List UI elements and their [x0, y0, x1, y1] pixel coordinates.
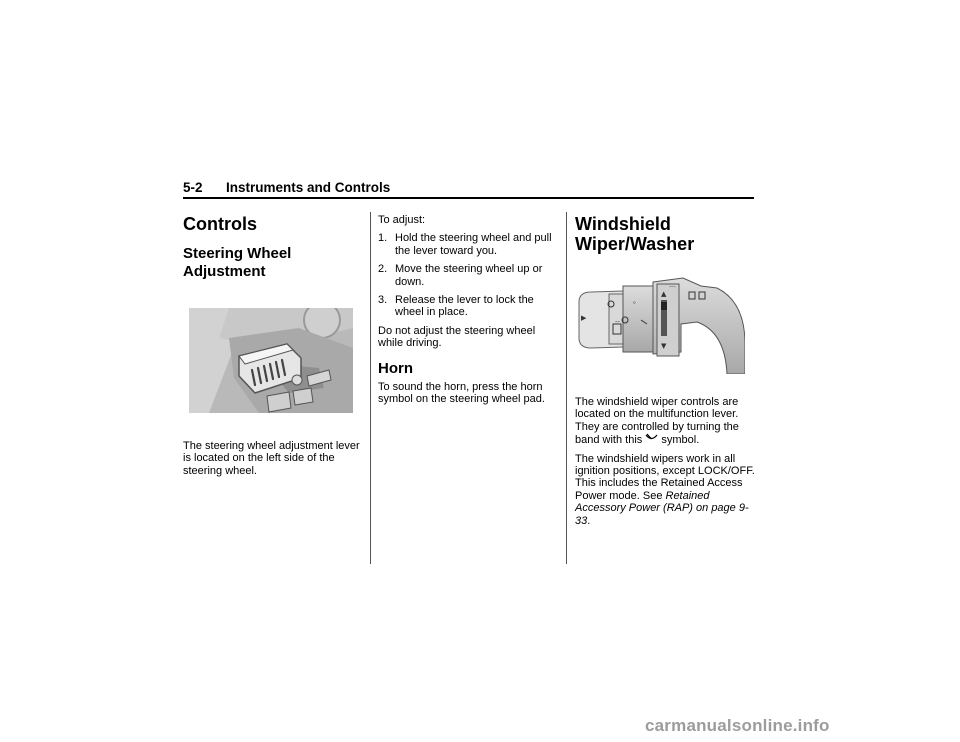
- svg-text:▶: ▶: [581, 314, 587, 322]
- wiper-description: [575, 396, 757, 527]
- svg-text:▼: ▼: [661, 342, 667, 350]
- wiper-p2-text: The windshield wipers work in all ignition positions, except LOCK/OFF. This includes the Retained Access Power mode. See: [575, 452, 755, 502]
- wiper-icon: [645, 433, 658, 442]
- adjust-steps: [378, 232, 560, 318]
- svg-text:▲: ▲: [661, 290, 667, 298]
- controls-heading: Controls: [183, 214, 257, 234]
- step-text: Hold the steering wheel and pull the lever toward you.: [395, 232, 552, 257]
- wiper-heading: Windshield Wiper/Washer: [575, 214, 695, 254]
- step-text: Move the steering wheel up or down.: [395, 263, 543, 288]
- page-number: 5-2: [183, 180, 203, 195]
- column-1: [183, 214, 363, 281]
- step-number: 2.: [378, 263, 388, 276]
- list-item: [378, 232, 560, 257]
- section-title: Instruments and Controls: [226, 180, 391, 195]
- rap-reference-link[interactable]: Retained Accessory Power (RAP) on page 9-33: [575, 489, 749, 527]
- wiper-p1: [575, 396, 757, 447]
- adjust-intro: To adjust:: [378, 214, 426, 226]
- step-number: 3.: [378, 294, 388, 307]
- wiper-p2: [575, 453, 757, 527]
- wiper-p1-end: symbol.: [661, 434, 700, 447]
- steering-description: [183, 440, 366, 477]
- svg-text:⌒: ⌒: [669, 286, 676, 294]
- column-divider-1: [370, 212, 371, 564]
- steering-body: The steering wheel adjustment lever is located on the left side of the steering wheel.: [183, 440, 360, 477]
- horn-body: To sound the horn, press the horn symbol on the steering wheel pad.: [378, 380, 545, 406]
- column-2: [378, 214, 560, 405]
- step-text: Release the lever to lock the wheel in place.: [395, 294, 534, 319]
- horn-heading: Horn: [378, 359, 413, 377]
- list-item: [378, 294, 560, 319]
- steering-lever-illustration: [189, 308, 353, 413]
- header-rule: [183, 197, 754, 199]
- wiper-p2-end: .: [587, 514, 591, 527]
- wiper-p1-text: The windshield wiper controls are located on the multifunction lever. They are controlled by turning the band with this: [575, 396, 739, 447]
- wiper-lever-illustration: [577, 262, 745, 374]
- column-divider-2: [566, 212, 567, 564]
- watermark: carmanualsonline.info: [645, 716, 830, 735]
- adjust-warning: Do not adjust the steering wheel while driving.: [378, 324, 536, 350]
- svg-text:--: --: [615, 318, 621, 326]
- step-number: 1.: [378, 232, 388, 245]
- steering-wheel-heading: Steering Wheel Adjustment: [183, 245, 292, 280]
- column-3: [575, 214, 755, 254]
- list-item: [378, 263, 560, 288]
- svg-text:ᵒ: ᵒ: [633, 300, 636, 308]
